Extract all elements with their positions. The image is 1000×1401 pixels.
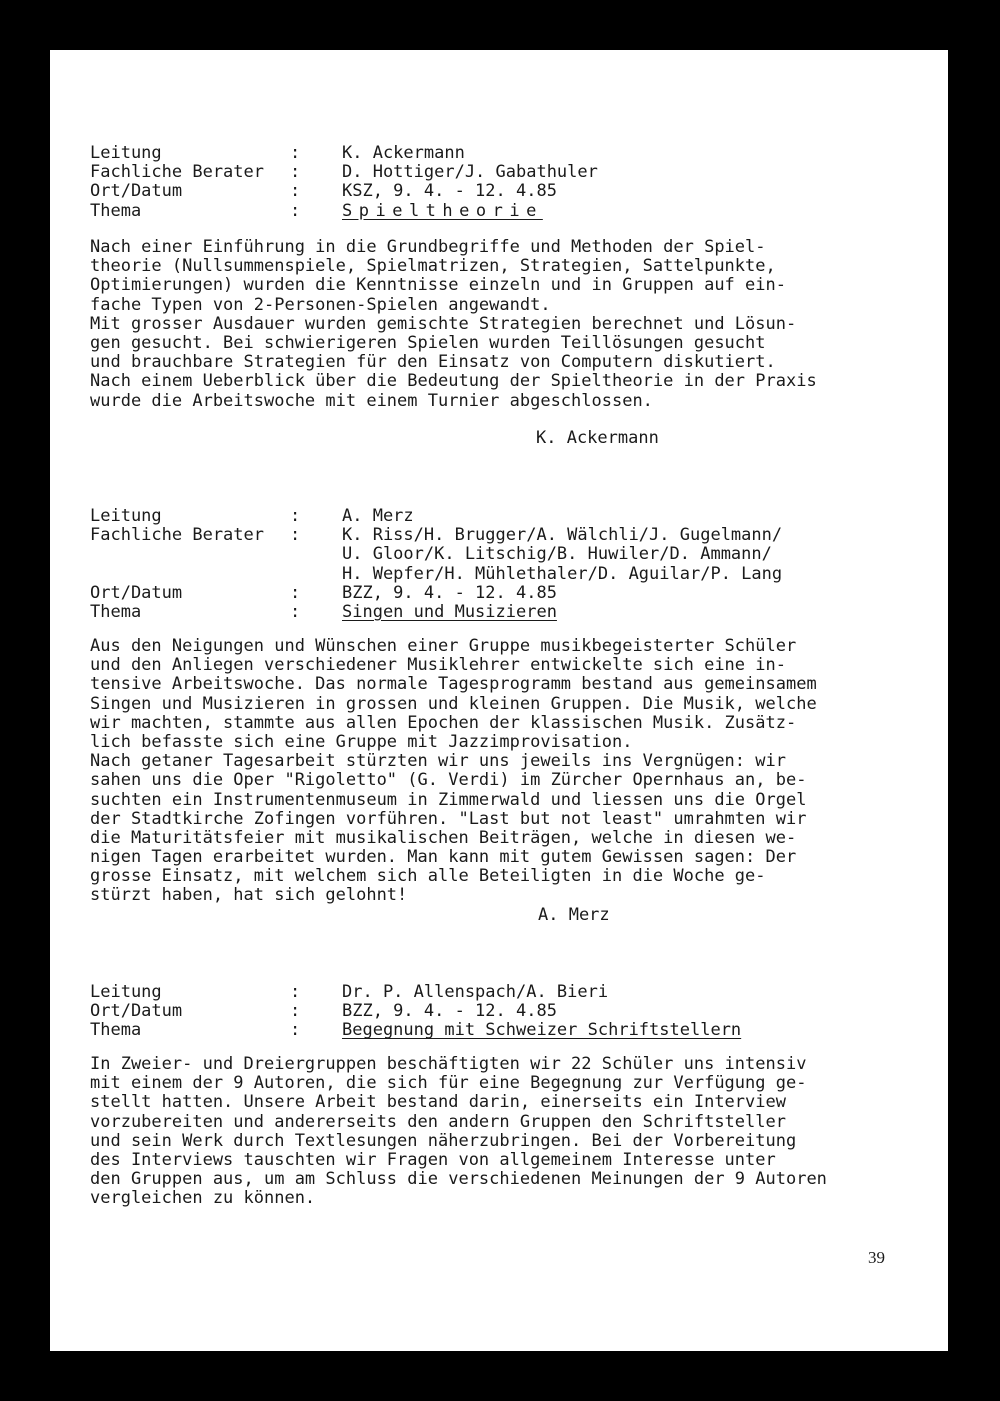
- body-line: nigen Tagen erarbeitet wurden. Man kann mit gutem Gewissen sagen: Der: [90, 847, 797, 868]
- body-line: die Maturitätsfeier mit musikalischen Beiträgen, welche in diesen we-: [90, 827, 797, 848]
- meta-colon: :: [290, 525, 301, 546]
- meta-colon: :: [290, 982, 301, 1002]
- meta-row-leitung: [90, 983, 741, 1002]
- meta-value: BZZ, 9. 4. - 12. 4.85: [342, 1001, 557, 1022]
- meta-label: Thema: [90, 601, 142, 622]
- meta-row-berater: [90, 526, 782, 545]
- meta-label: Fachliche Berater: [90, 525, 264, 546]
- meta-row-ort-datum: [90, 1002, 741, 1021]
- meta-row-thema: [90, 202, 598, 221]
- meta-colon: :: [290, 200, 301, 221]
- meta-value: U. Gloor/K. Litschig/B. Huwiler/D. Ammann/: [342, 544, 772, 565]
- meta-label: Thema: [90, 200, 142, 221]
- meta-colon: :: [290, 162, 301, 183]
- body-line: stürzt haben, hat sich gelohnt!: [90, 885, 408, 906]
- section-1-meta: [90, 144, 598, 221]
- body-line: theorie (Nullsummenspiele, Spielmatrizen, Strategien, Sattelpunkte,: [90, 256, 776, 277]
- meta-row-berater: [90, 163, 598, 182]
- section-3-meta: [90, 983, 741, 1041]
- meta-row-ort-datum: [90, 182, 598, 201]
- meta-colon: :: [290, 1020, 301, 1041]
- body-line: sahen uns die Oper "Rigoletto" (G. Verdi) im Zürcher Opernhaus an, be-: [90, 770, 807, 791]
- topic-title: Singen und Musizieren: [342, 601, 557, 622]
- meta-colon: :: [290, 601, 301, 622]
- document-page: [50, 50, 948, 1351]
- body-line: Optimierungen) wurden die Kenntnisse einzeln und in Gruppen auf ein-: [90, 275, 786, 296]
- meta-label: Thema: [90, 1020, 142, 1041]
- meta-colon: :: [290, 181, 301, 202]
- body-line: Aus den Neigungen und Wünschen einer Gruppe musikbegeisterter Schüler: [90, 636, 797, 656]
- section-1-signature: K. Ackermann: [536, 428, 659, 448]
- body-line: wir machten, stammte aus allen Epochen der klassischen Musik. Zusätz-: [90, 712, 797, 733]
- meta-value: BZZ, 9. 4. - 12. 4.85: [342, 582, 557, 603]
- body-line: und den Anliegen verschiedener Musiklehrer entwickelte sich eine in-: [90, 655, 786, 676]
- body-line: fache Typen von 2-Personen-Spielen angewandt.: [90, 294, 551, 315]
- meta-value: H. Wepfer/H. Mühlethaler/D. Aguilar/P. Lang: [342, 563, 783, 584]
- body-line: und brauchbare Strategien für den Einsatz von Computern diskutiert.: [90, 352, 776, 373]
- meta-label: Leitung: [90, 982, 162, 1002]
- body-line: den Gruppen aus, um am Schluss die verschiedenen Meinungen der 9 Autoren: [90, 1169, 827, 1190]
- meta-colon-blank: [290, 565, 342, 584]
- body-line: suchten ein Instrumentenmuseum in Zimmerwald und liessen uns die Orgel: [90, 789, 807, 810]
- page-number: 39: [868, 1248, 885, 1267]
- body-line: vergleichen zu können.: [90, 1188, 316, 1209]
- meta-colon: :: [290, 506, 301, 526]
- meta-value: Dr. P. Allenspach/A. Bieri: [342, 982, 609, 1002]
- meta-row-leitung: [90, 507, 782, 526]
- meta-value: K. Riss/H. Brugger/A. Wälchli/J. Gugelmann/: [342, 525, 783, 546]
- meta-value: D. Hottiger/J. Gabathuler: [342, 162, 598, 183]
- meta-label: Leitung: [90, 506, 162, 526]
- body-line: und sein Werk durch Textlesungen näherzubringen. Bei der Vorbereitung: [90, 1130, 797, 1151]
- meta-colon: :: [290, 143, 301, 163]
- body-line: gen gesucht. Bei schwierigeren Spielen wurden Teillösungen gesucht: [90, 332, 766, 353]
- meta-label: Ort/Datum: [90, 181, 183, 202]
- meta-label: Ort/Datum: [90, 582, 183, 603]
- body-line: Nach einem Ueberblick über die Bedeutung der Spieltheorie in der Praxis: [90, 371, 817, 392]
- meta-value: KSZ, 9. 4. - 12. 4.85: [342, 181, 557, 202]
- meta-row-thema: [90, 603, 782, 622]
- section-2-body: [90, 637, 930, 906]
- meta-label: Fachliche Berater: [90, 162, 264, 183]
- meta-colon-blank: [290, 545, 342, 564]
- section-2-signature: A. Merz: [538, 905, 610, 925]
- body-line: des Interviews tauschten wir Fragen von allgemeinem Interesse unter: [90, 1149, 776, 1170]
- meta-label: Ort/Datum: [90, 1001, 183, 1022]
- section-1-body: [90, 238, 930, 411]
- body-line: lich befasste sich eine Gruppe mit Jazzimprovisation.: [90, 731, 633, 752]
- meta-row-leitung: [90, 144, 598, 163]
- body-line: Mit grosser Ausdauer wurden gemischte Strategien berechnet und Lösun-: [90, 313, 797, 334]
- body-line: der Stadtkirche Zofingen vorführen. "Last but not least" umrahmten wir: [90, 808, 807, 829]
- meta-colon: :: [290, 1001, 301, 1022]
- body-line: In Zweier- und Dreiergruppen beschäftigten wir 22 Schüler uns intensiv: [90, 1054, 807, 1074]
- section-2-meta: [90, 507, 782, 622]
- topic-title: Begegnung mit Schweizer Schriftstellern: [342, 1020, 742, 1041]
- body-line: Nach einer Einführung in die Grundbegriffe und Methoden der Spiel-: [90, 237, 766, 257]
- meta-label: [90, 545, 290, 564]
- meta-label: [90, 565, 290, 584]
- topic-title: Spieltheorie: [342, 200, 543, 221]
- meta-row-ort-datum: [90, 584, 782, 603]
- meta-label: Leitung: [90, 143, 162, 163]
- body-line: stellt hatten. Unsere Arbeit bestand darin, einerseits ein Interview: [90, 1092, 786, 1113]
- section-3-body: [90, 1055, 930, 1209]
- body-line: mit einem der 9 Autoren, die sich für eine Begegnung zur Verfügung ge-: [90, 1073, 807, 1094]
- meta-row-thema: [90, 1021, 741, 1040]
- meta-value: A. Merz: [342, 506, 414, 526]
- body-line: tensive Arbeitswoche. Das normale Tagesprogramm bestand aus gemeinsamem: [90, 674, 817, 695]
- meta-row-berater-cont: [90, 545, 782, 564]
- body-line: grosse Einsatz, mit welchem sich alle Beteiligten in die Woche ge-: [90, 866, 766, 887]
- body-line: wurde die Arbeitswoche mit einem Turnier abgeschlossen.: [90, 390, 653, 411]
- meta-value: K. Ackermann: [342, 143, 465, 163]
- body-line: Singen und Musizieren in grossen und kleinen Gruppen. Die Musik, welche: [90, 693, 817, 714]
- body-line: vorzubereiten und andererseits den andern Gruppen den Schriftsteller: [90, 1111, 786, 1132]
- meta-row-berater-cont: [90, 565, 782, 584]
- body-line: Nach getaner Tagesarbeit stürzten wir uns jeweils ins Vergnügen: wir: [90, 751, 786, 772]
- meta-colon: :: [290, 582, 301, 603]
